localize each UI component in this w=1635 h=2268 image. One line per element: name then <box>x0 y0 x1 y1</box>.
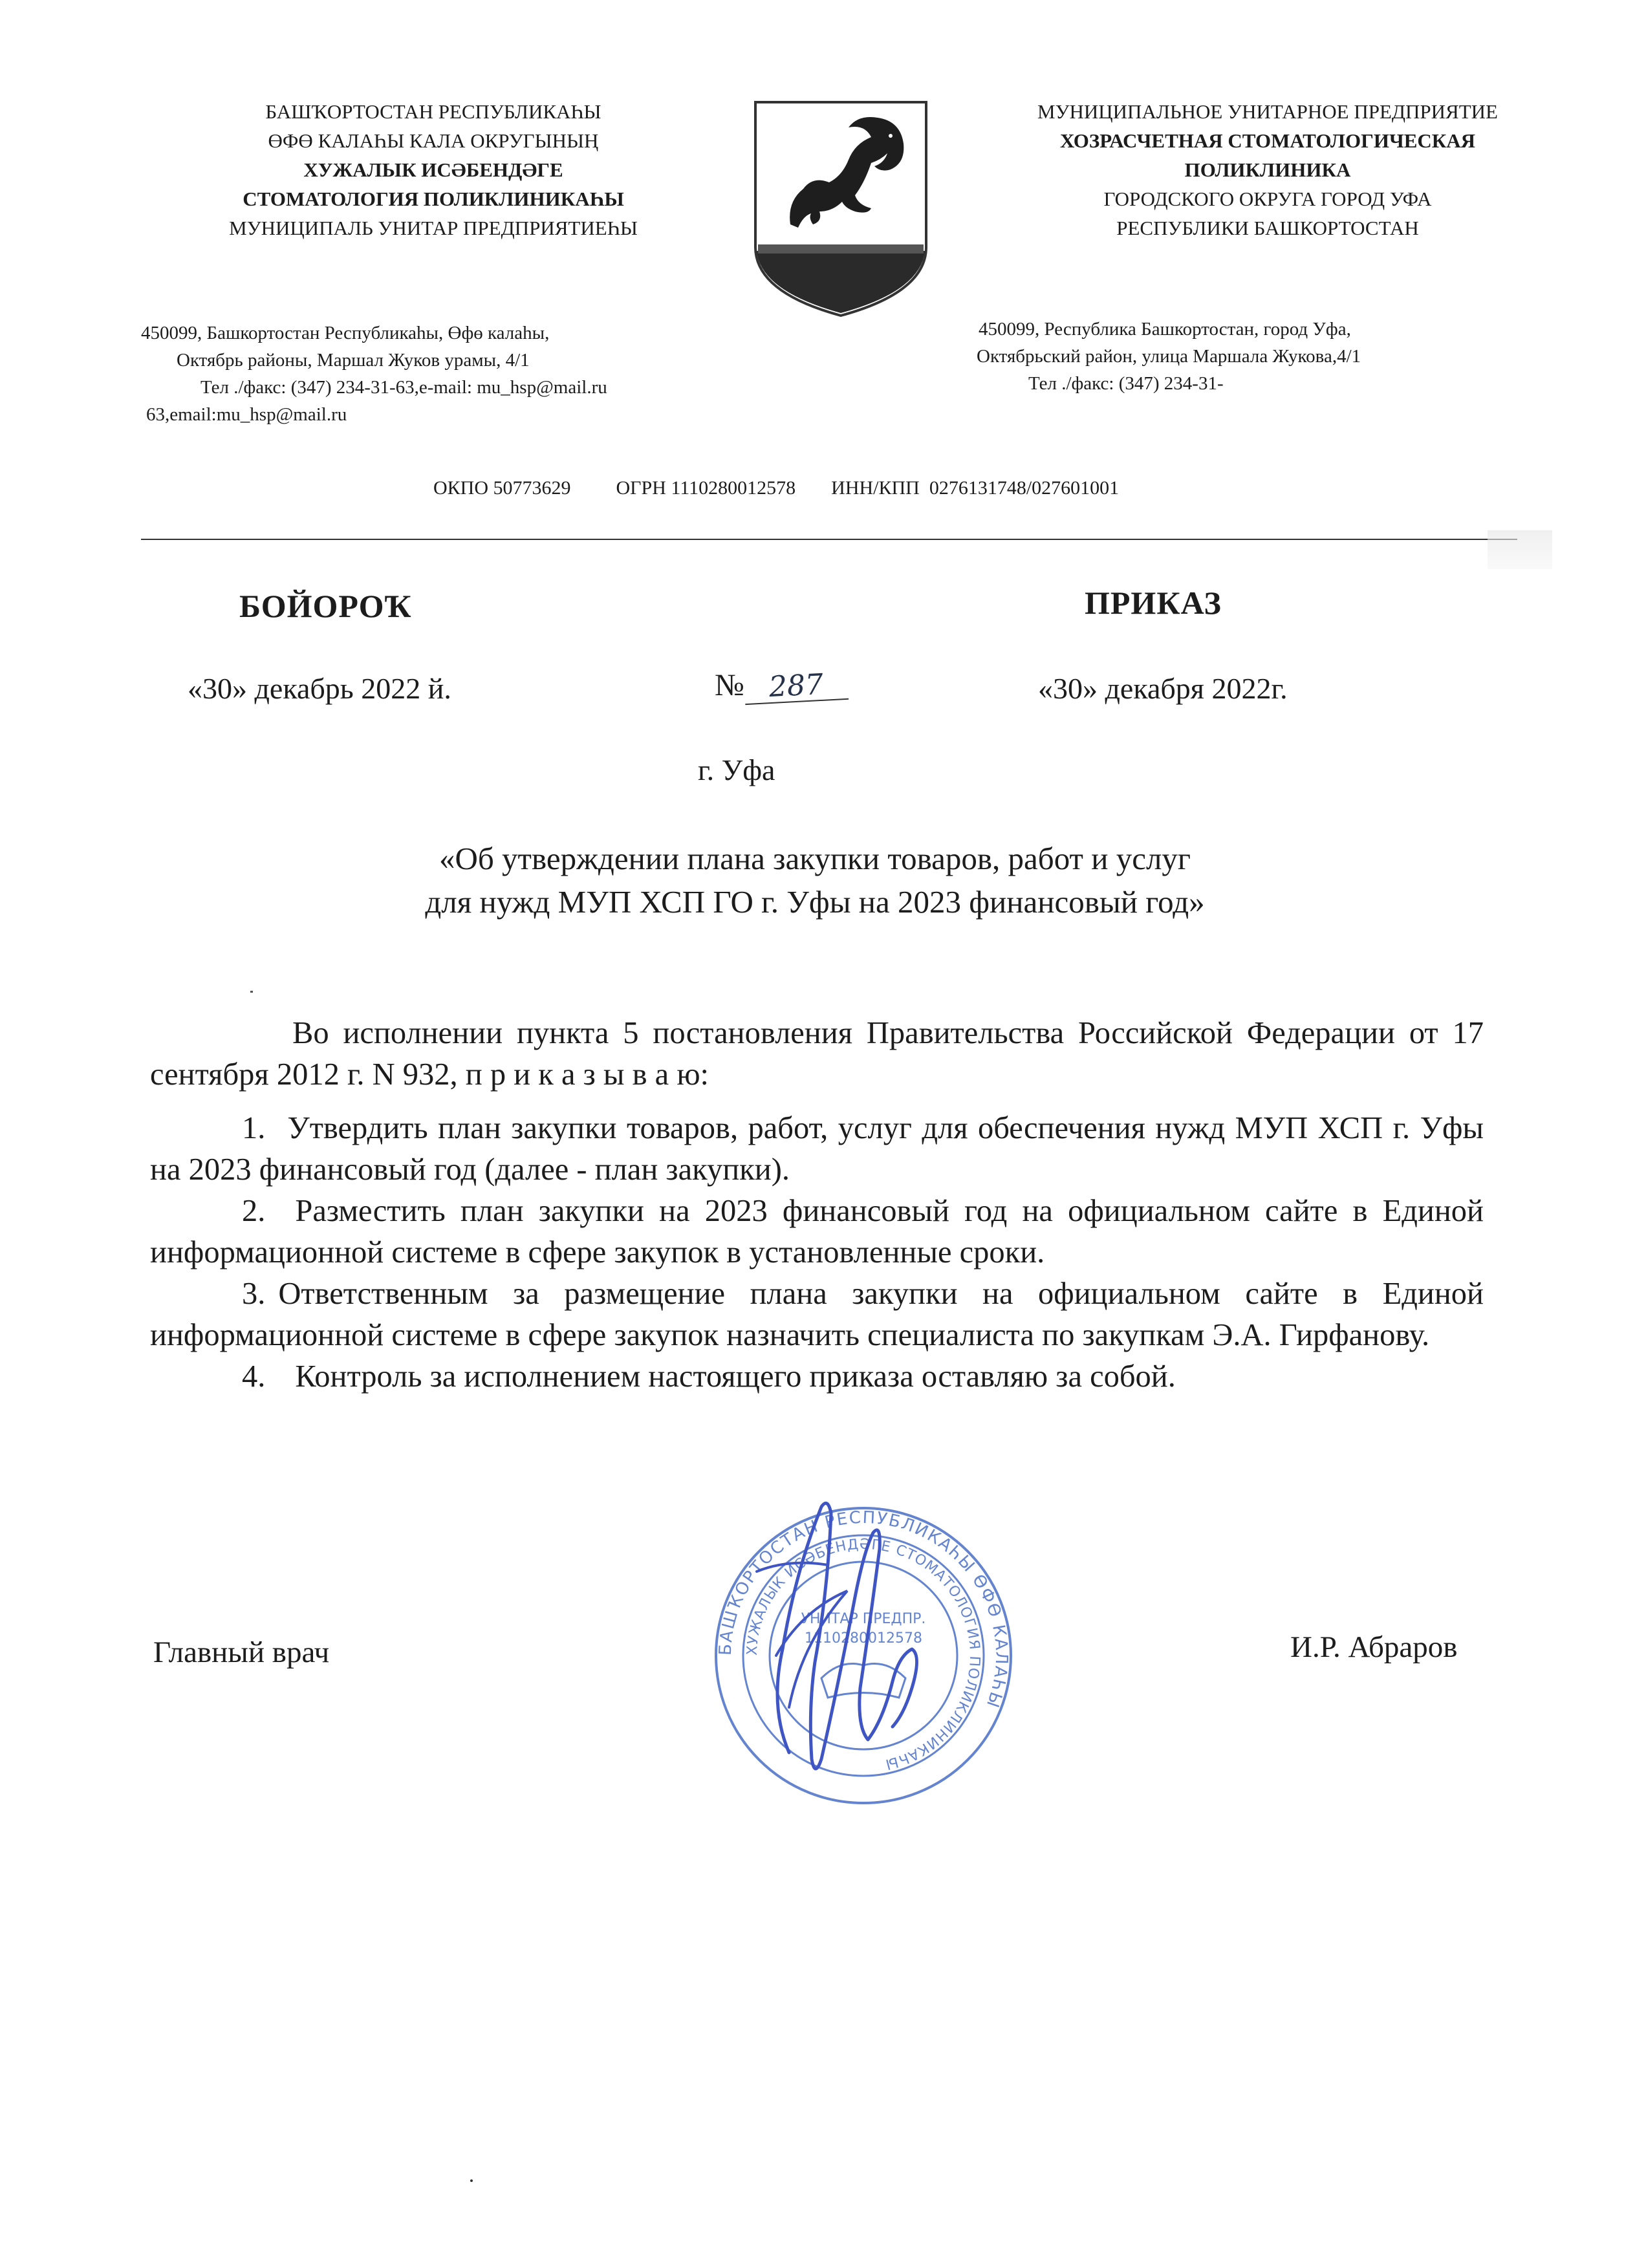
header-left-line1: БАШҠОРТОСТАН РЕСПУБЛИКАҺЫ <box>265 100 601 123</box>
order-item-1-text: Утвердить план закупки товаров, работ, услуг для обеспечения нужд МУП ХСП г. Уфы на 2023 финансовый год (далее - план закупки). <box>150 1111 1484 1187</box>
scan-dot <box>250 991 253 993</box>
header-right-line4: ГОРОДСКОГО ОКРУГА ГОРОД УФА <box>1103 188 1432 210</box>
order-items <box>150 1108 1484 1398</box>
number-prefix: № <box>715 668 744 702</box>
header-right-line1: МУНИЦИПАЛЬНОЕ УНИТАРНОЕ ПРЕДПРИЯТИЕ <box>1037 100 1498 123</box>
edge-mark <box>1488 530 1552 569</box>
header-right-line2: ХОЗРАСЧЕТНАЯ СТОМАТОЛОГИЧЕСКАЯ <box>1059 129 1476 152</box>
order-item-4-num: 4. <box>242 1359 266 1394</box>
title-russian: ПРИКАЗ <box>1085 585 1222 621</box>
order-subject <box>233 837 1397 923</box>
order-item-1 <box>150 1108 1484 1191</box>
signer-name: И.Р. Абраров <box>1290 1630 1458 1664</box>
header-left-line2: ӨФӨ КАЛАҺЫ КАЛА ОКРУГЫНЫҢ <box>268 129 599 152</box>
header-right-line5: РЕСПУБЛИКИ БАШКОРТОСТАН <box>1116 217 1419 239</box>
order-item-2-num: 2. <box>242 1194 266 1228</box>
header-right-line3: ПОЛИКЛИНИКА <box>1184 158 1351 181</box>
address-left-line3: Тел ./факс: (347) 234-31-63,e-mail: mu_hsp@mail.ru <box>200 377 607 398</box>
order-item-2-text: Разместить план закупки на 2023 финансовый год на официальном сайте в Единой информационной системе в сфере закупок в установленные сроки. <box>150 1194 1484 1269</box>
address-left <box>141 319 788 428</box>
order-item-2 <box>150 1191 1484 1273</box>
scan-dot <box>470 2179 473 2182</box>
order-item-3-num: 3. <box>242 1277 266 1311</box>
city: г. Уфа <box>698 753 775 786</box>
coat-of-arms-emblem <box>752 98 930 318</box>
stamp-mid-text: ХУЖАЛЫК ИСӘБЕНДӘГЕ СТОМАТОЛОГИЯ ПОЛИКЛИНИКАҺЫ <box>744 1536 983 1773</box>
date-bashkir: «30» декабрь 2022 й. <box>188 672 451 705</box>
ogrn-code: ОГРН 1110280012578 <box>616 477 796 499</box>
order-number <box>715 667 848 703</box>
number-value: 287 <box>744 669 849 705</box>
address-right <box>977 316 1559 397</box>
subject-line1: «Об утверждении плана закупки товаров, работ и услуг <box>439 841 1191 876</box>
subject-line2: для нужд МУП ХСП ГО г. Уфы на 2023 финансовый год» <box>425 884 1205 920</box>
handwritten-signature <box>698 1494 977 1798</box>
address-left-line1: 450099, Башкортостан Республикаһы, Өфө калаһы, <box>141 323 550 343</box>
header-right <box>951 97 1585 243</box>
stamp-outer-text: БАШҠОРТОСТАН РЕСПУБЛИКАҺЫ ӨФӨ КАЛАҺЫ <box>715 1507 1012 1711</box>
signer-position: Главный врач <box>153 1636 330 1669</box>
address-right-line3: Тел ./факс: (347) 234-31- <box>1028 373 1224 394</box>
stamp-inner-text: УНИТАР ПРЕДПР. <box>801 1611 926 1627</box>
order-item-4-text: Контроль за исполнением настоящего приказа оставляю за собой. <box>295 1359 1176 1394</box>
address-left-line2: Октябрь районы, Маршал Жуков урамы, 4/1 <box>177 350 530 371</box>
stamp-ogrn-text: 1110280012578 <box>805 1630 922 1647</box>
inn-code: ИНН/КПП 0276131748/027601001 <box>831 477 1120 499</box>
header-left <box>149 97 718 243</box>
registration-codes <box>424 455 1329 499</box>
header-divider <box>141 539 1517 540</box>
order-item-4 <box>150 1356 1484 1398</box>
address-right-line2: Октябрьский район, улица Маршала Жукова,4/1 <box>977 346 1361 367</box>
header-left-line5: МУНИЦИПАЛЬ УНИТАР ПРЕДПРИЯТИЕҺЫ <box>229 217 638 239</box>
header-left-line3: ХУЖАЛЫК ИСӘБЕНДӘГЕ <box>303 158 563 181</box>
header-left-line4: СТОМАТОЛОГИЯ ПОЛИКЛИНИКАҺЫ <box>243 188 624 210</box>
address-right-line1: 450099, Республика Башкортостан, город Уфа, <box>979 319 1351 340</box>
date-russian: «30» декабря 2022г. <box>1038 672 1288 705</box>
order-item-1-num: 1. <box>242 1111 266 1145</box>
title-bashkir: БОЙОРОҠ <box>239 588 412 624</box>
okpo-code: ОКПО 50773629 <box>433 477 571 499</box>
address-left-line4: 63,email:mu_hsp@mail.ru <box>146 404 347 425</box>
order-item-3-text: Ответственным за размещение плана закупки на официальном сайте в Единой информационной системе в сфере закупок назначить специалиста по закупкам Э.А. Гирфанову. <box>150 1277 1484 1352</box>
order-item-3 <box>150 1273 1484 1356</box>
intro-paragraph: Во исполнении пункта 5 постановления Правительства Российской Федерации от 17 сентября 2012 г. N 932, п р и к а з ы в а ю: <box>150 1016 1484 1092</box>
